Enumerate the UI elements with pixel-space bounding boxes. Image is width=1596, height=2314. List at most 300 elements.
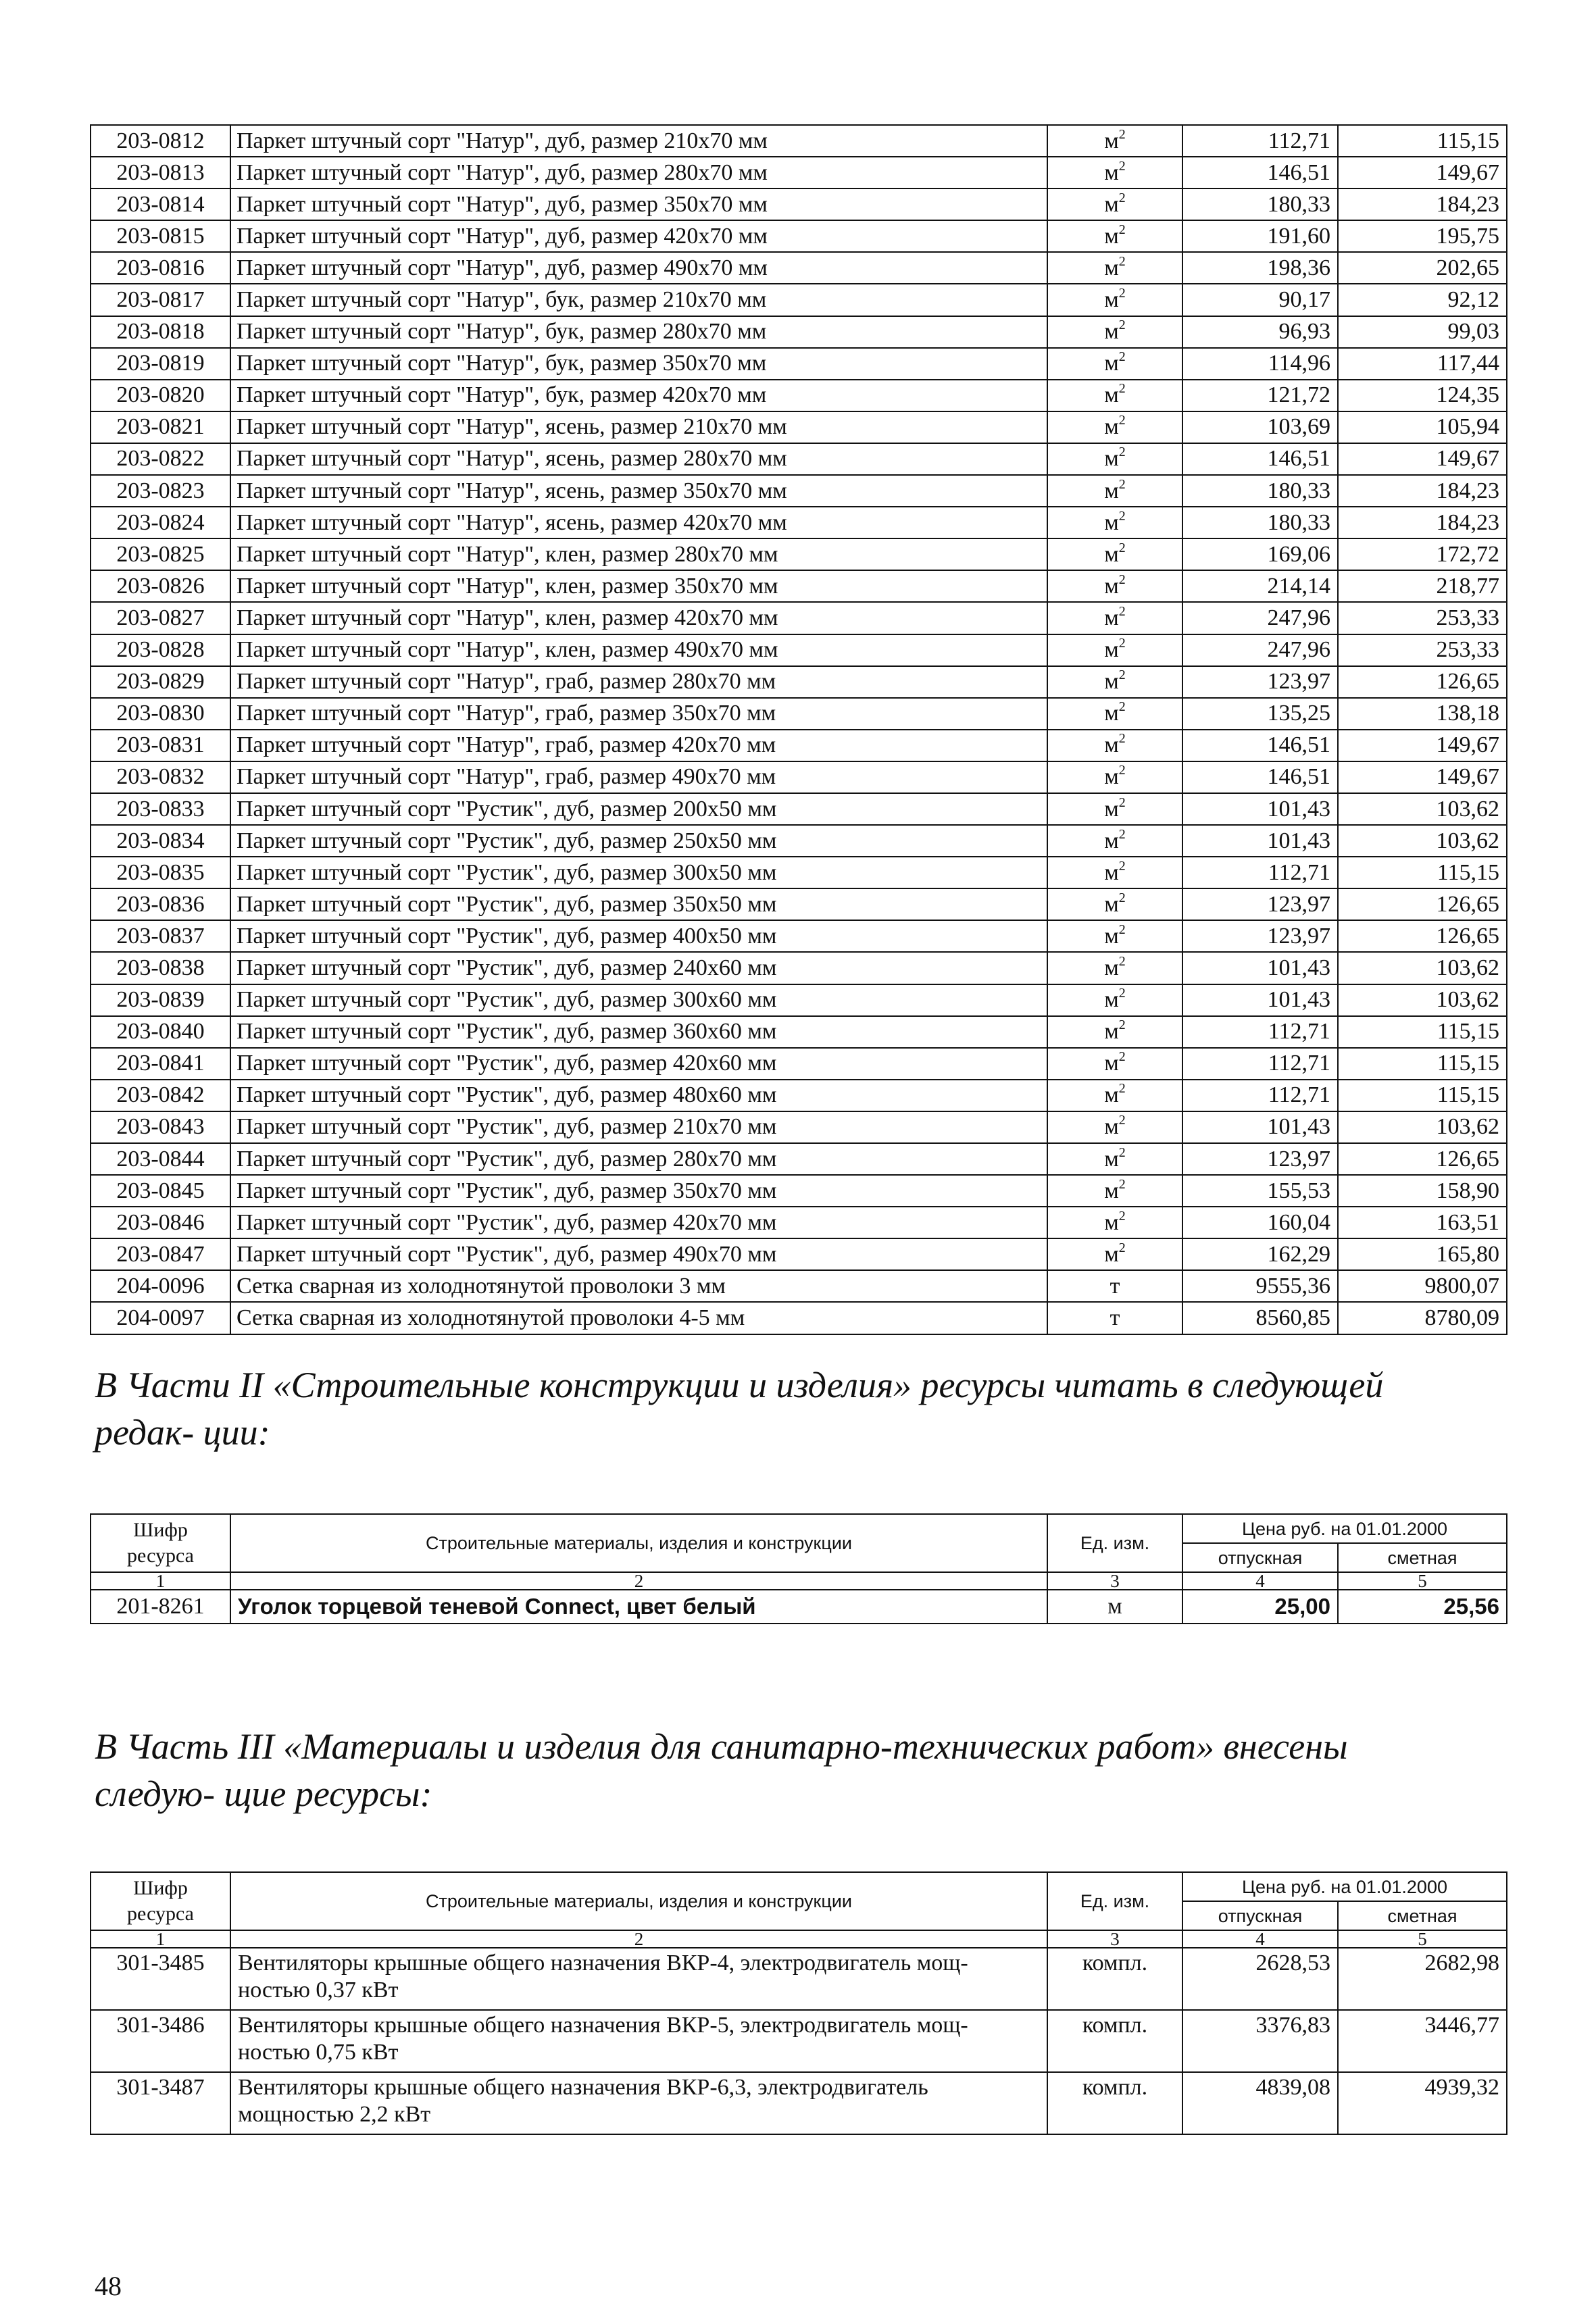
unit-superscript: 2 — [1118, 222, 1126, 237]
unit-superscript: 2 — [1118, 668, 1126, 683]
resource-name: Паркет штучный сорт "Рустик", дуб, размер 420х70 мм — [230, 1207, 1047, 1238]
price-release: 123,97 — [1182, 888, 1338, 920]
resource-name: Паркет штучный сорт "Рустик", дуб, размер 400х50 мм — [230, 920, 1047, 952]
column-number: 4 — [1182, 1930, 1338, 1948]
resource-code: 203-0815 — [91, 220, 230, 252]
table-row — [91, 793, 1507, 825]
table-row — [91, 1048, 1507, 1080]
unit-superscript: 2 — [1118, 636, 1126, 651]
price-estimate: 126,65 — [1338, 1143, 1507, 1175]
resource-name: Паркет штучный сорт "Натур", клен, размер 280х70 мм — [230, 538, 1047, 570]
unit-label: м — [1104, 128, 1119, 153]
unit-label: м — [1104, 605, 1119, 630]
price-estimate: 126,65 — [1338, 666, 1507, 698]
price-release: 121,72 — [1182, 380, 1338, 411]
resource-name: Паркет штучный сорт "Рустик", дуб, размер 200х50 мм — [230, 793, 1047, 825]
unit-superscript: 2 — [1118, 476, 1126, 492]
header-price: Цена руб. на 01.01.2000 — [1182, 1514, 1507, 1543]
unit-superscript: 2 — [1118, 795, 1126, 810]
unit-label: м — [1104, 351, 1119, 376]
header-price: Цена руб. на 01.01.2000 — [1182, 1872, 1507, 1901]
unit-label: м — [1104, 859, 1119, 885]
table-row — [91, 761, 1507, 793]
price-estimate: 138,18 — [1338, 698, 1507, 730]
header-release: отпускная — [1182, 1543, 1338, 1572]
resource-code: 203-0829 — [91, 666, 230, 698]
price-estimate: 117,44 — [1338, 348, 1507, 380]
price-estimate: 149,67 — [1338, 730, 1507, 761]
resource-name: Паркет штучный сорт "Рустик", дуб, размер 350х50 мм — [230, 888, 1047, 920]
price-release: 180,33 — [1182, 507, 1338, 538]
unit-superscript: 2 — [1118, 572, 1126, 587]
resource-name: Паркет штучный сорт "Натур", граб, размер 280х70 мм — [230, 666, 1047, 698]
unit-superscript: 2 — [1118, 381, 1126, 397]
unit-label: м — [1104, 287, 1119, 313]
resource-name: Уголок торцевой теневой Connect, цвет белый — [230, 1590, 1047, 1624]
unit-label: м — [1104, 446, 1119, 472]
unit-label: т — [1109, 1273, 1120, 1299]
unit-superscript: 2 — [1118, 699, 1126, 715]
price-estimate: 92,12 — [1338, 284, 1507, 316]
price-release: 3376,83 — [1182, 2010, 1338, 2072]
price-release: 101,43 — [1182, 952, 1338, 984]
price-estimate: 253,33 — [1338, 602, 1507, 634]
table-row — [91, 1270, 1507, 1302]
resource-code: 203-0826 — [91, 570, 230, 602]
unit-superscript: 2 — [1118, 1240, 1126, 1255]
resource-price-table-body — [91, 125, 1507, 1334]
price-release: 114,96 — [1182, 348, 1338, 380]
resource-code: 203-0819 — [91, 348, 230, 380]
unit-label: м — [1104, 1114, 1119, 1140]
resource-code: 203-0830 — [91, 698, 230, 730]
unit-label: м — [1104, 1209, 1119, 1235]
table-row — [91, 888, 1507, 920]
table-row — [91, 157, 1507, 188]
unit-superscript: 2 — [1118, 508, 1126, 524]
header-name: Строительные материалы, изделия и конструкции — [230, 1514, 1047, 1572]
resource-name: Паркет штучный сорт "Натур", дуб, размер 210х70 мм — [230, 125, 1047, 157]
resource-unit — [1047, 475, 1182, 507]
unit-superscript: 2 — [1118, 349, 1126, 365]
table-row — [91, 698, 1507, 730]
resource-name: Паркет штучный сорт "Натур", дуб, размер 490х70 мм — [230, 252, 1047, 284]
resource-code: 203-0845 — [91, 1175, 230, 1207]
resource-unit — [1047, 1016, 1182, 1048]
resource-code: 203-0813 — [91, 157, 230, 188]
resource-code: 203-0836 — [91, 888, 230, 920]
price-estimate: 172,72 — [1338, 538, 1507, 570]
unit-label: м — [1104, 1178, 1119, 1203]
unit-superscript: 2 — [1118, 731, 1126, 747]
price-release: 162,29 — [1182, 1238, 1338, 1270]
resource-code: 203-0822 — [91, 443, 230, 475]
resource-unit — [1047, 1143, 1182, 1175]
resource-unit — [1047, 507, 1182, 538]
price-estimate: 103,62 — [1338, 952, 1507, 984]
table-row — [91, 380, 1507, 411]
resource-unit — [1047, 188, 1182, 220]
price-release: 180,33 — [1182, 188, 1338, 220]
price-estimate: 103,62 — [1338, 984, 1507, 1016]
resource-code: 203-0844 — [91, 1143, 230, 1175]
resource-unit — [1047, 1080, 1182, 1111]
resource-unit: компл. — [1047, 2010, 1182, 2072]
resource-unit — [1047, 634, 1182, 666]
table-row — [91, 411, 1507, 443]
unit-label: м — [1104, 223, 1119, 249]
unit-superscript: 2 — [1118, 986, 1126, 1001]
resource-name: Паркет штучный сорт "Рустик", дуб, размер 350х70 мм — [230, 1175, 1047, 1207]
column-number: 3 — [1047, 1930, 1182, 1948]
price-estimate: 126,65 — [1338, 920, 1507, 952]
price-estimate: 195,75 — [1338, 220, 1507, 252]
resource-unit — [1047, 1207, 1182, 1238]
table-row — [91, 125, 1507, 157]
unit-label: м — [1104, 191, 1119, 217]
unit-label: м — [1104, 1241, 1119, 1267]
resource-unit — [1047, 920, 1182, 952]
table-row — [91, 2072, 1507, 2134]
price-estimate: 124,35 — [1338, 380, 1507, 411]
resource-name: Паркет штучный сорт "Натур", бук, размер 280х70 мм — [230, 316, 1047, 348]
price-release: 146,51 — [1182, 730, 1338, 761]
resource-unit — [1047, 284, 1182, 316]
unit-superscript: 2 — [1118, 1145, 1126, 1160]
unit-superscript: 2 — [1118, 1176, 1126, 1192]
column-number: 2 — [230, 1930, 1047, 1948]
unit-label: т — [1109, 1305, 1120, 1331]
resource-code: 203-0846 — [91, 1207, 230, 1238]
resource-unit — [1047, 825, 1182, 857]
resource-name: Паркет штучный сорт "Натур", ясень, размер 280х70 мм — [230, 443, 1047, 475]
resource-name: Сетка сварная из холоднотянутой проволоки 3 мм — [230, 1270, 1047, 1302]
table-row — [91, 316, 1507, 348]
unit-superscript: 2 — [1118, 858, 1126, 874]
price-estimate: 184,23 — [1338, 475, 1507, 507]
header-estimate: сметная — [1338, 1901, 1507, 1930]
resource-code: 203-0824 — [91, 507, 230, 538]
unit-label: м — [1104, 669, 1119, 695]
section-2-heading: В Части II «Строительные конструкции и изделия» ресурсы читать в следующей редак- ции: — [95, 1365, 1384, 1453]
unit-superscript: 2 — [1118, 1081, 1126, 1097]
unit-label: м — [1104, 955, 1119, 980]
price-estimate: 165,80 — [1338, 1238, 1507, 1270]
price-release: 90,17 — [1182, 284, 1338, 316]
unit-superscript: 2 — [1118, 413, 1126, 428]
column-number: 1 — [91, 1572, 230, 1590]
unit-label: м — [1104, 1051, 1119, 1076]
resource-code: 203-0832 — [91, 761, 230, 793]
resource-code: 203-0838 — [91, 952, 230, 984]
price-estimate: 149,67 — [1338, 157, 1507, 188]
resource-unit — [1047, 380, 1182, 411]
price-estimate: 149,67 — [1338, 761, 1507, 793]
price-estimate: 115,15 — [1338, 1016, 1507, 1048]
price-estimate: 103,62 — [1338, 793, 1507, 825]
unit-label: м — [1104, 796, 1119, 822]
resource-name: Паркет штучный сорт "Натур", дуб, размер 350х70 мм — [230, 188, 1047, 220]
unit-superscript: 2 — [1118, 826, 1126, 842]
table-row — [91, 1175, 1507, 1207]
price-release: 135,25 — [1182, 698, 1338, 730]
resource-name: Паркет штучный сорт "Рустик", дуб, размер 240х60 мм — [230, 952, 1047, 984]
resource-unit — [1047, 125, 1182, 157]
resource-unit — [1047, 1238, 1182, 1270]
unit-superscript: 2 — [1118, 540, 1126, 555]
price-release: 180,33 — [1182, 475, 1338, 507]
resource-unit — [1047, 666, 1182, 698]
table-row — [91, 666, 1507, 698]
column-number: 5 — [1338, 1572, 1507, 1590]
unit-label: м — [1104, 1019, 1119, 1045]
table-row — [91, 570, 1507, 602]
unit-label: м — [1104, 509, 1119, 535]
unit-superscript: 2 — [1118, 953, 1126, 969]
resource-name: Паркет штучный сорт "Рустик", дуб, размер 480х60 мм — [230, 1080, 1047, 1111]
table-row — [91, 188, 1507, 220]
column-number: 3 — [1047, 1572, 1182, 1590]
table-row — [91, 2010, 1507, 2072]
table-row — [91, 634, 1507, 666]
resource-code: 201-8261 — [91, 1590, 230, 1624]
resource-code: 203-0839 — [91, 984, 230, 1016]
section-2-table — [90, 1513, 1507, 1624]
header-code: Шифр ресурса — [91, 1514, 230, 1572]
price-estimate: 184,23 — [1338, 188, 1507, 220]
unit-superscript: 2 — [1118, 253, 1126, 269]
unit-label: м — [1104, 637, 1119, 663]
resource-code: 203-0823 — [91, 475, 230, 507]
resource-unit — [1047, 793, 1182, 825]
column-number: 4 — [1182, 1572, 1338, 1590]
price-estimate: 149,67 — [1338, 443, 1507, 475]
price-estimate: 4939,32 — [1338, 2072, 1507, 2134]
resource-code: 301-3485 — [91, 1948, 230, 2010]
unit-label: м — [1104, 987, 1119, 1013]
resource-unit: компл. — [1047, 1948, 1182, 2010]
table-row — [91, 602, 1507, 634]
resource-code: 203-0834 — [91, 825, 230, 857]
price-estimate: 3446,77 — [1338, 2010, 1507, 2072]
table-row — [91, 857, 1507, 888]
price-estimate: 103,62 — [1338, 1111, 1507, 1143]
unit-label: м — [1104, 764, 1119, 790]
resource-code: 203-0831 — [91, 730, 230, 761]
resource-unit: компл. — [1047, 2072, 1182, 2134]
unit-label: м — [1104, 828, 1119, 853]
resource-name: Паркет штучный сорт "Рустик", дуб, размер 490х70 мм — [230, 1238, 1047, 1270]
table-row — [91, 1302, 1507, 1334]
price-estimate: 105,94 — [1338, 411, 1507, 443]
price-release: 101,43 — [1182, 1111, 1338, 1143]
table-row — [91, 984, 1507, 1016]
resource-code: 203-0814 — [91, 188, 230, 220]
table-row — [91, 1948, 1507, 2010]
resource-price-table — [90, 124, 1507, 1335]
page-number: 48 — [95, 2271, 122, 2301]
resource-unit — [1047, 1175, 1182, 1207]
resource-name: Паркет штучный сорт "Натур", бук, размер 420х70 мм — [230, 380, 1047, 411]
table-row — [91, 252, 1507, 284]
resource-code: 203-0816 — [91, 252, 230, 284]
resource-name: Вентиляторы крышные общего назначения ВКР-6,3, электродвигатель мощностью 2,2 кВт — [230, 2072, 1047, 2134]
price-estimate: 253,33 — [1338, 634, 1507, 666]
unit-label: м — [1104, 541, 1119, 567]
resource-unit: м — [1047, 1590, 1182, 1624]
unit-label: м — [1104, 478, 1119, 503]
price-release: 155,53 — [1182, 1175, 1338, 1207]
table-row — [91, 443, 1507, 475]
table-row — [91, 920, 1507, 952]
resource-name: Паркет штучный сорт "Рустик", дуб, размер 250х50 мм — [230, 825, 1047, 857]
unit-superscript: 2 — [1118, 603, 1126, 619]
price-release: 123,97 — [1182, 1143, 1338, 1175]
price-release: 4839,08 — [1182, 2072, 1338, 2134]
table-row — [91, 284, 1507, 316]
resource-code: 203-0842 — [91, 1080, 230, 1111]
unit-superscript: 2 — [1118, 286, 1126, 301]
resource-name: Паркет штучный сорт "Натур", клен, размер 350х70 мм — [230, 570, 1047, 602]
section-3-table — [90, 1871, 1507, 2135]
table-row — [91, 220, 1507, 252]
column-number: 1 — [91, 1930, 230, 1948]
unit-superscript: 2 — [1118, 1049, 1126, 1065]
resource-code: 301-3486 — [91, 2010, 230, 2072]
price-estimate: 2682,98 — [1338, 1948, 1507, 2010]
header-estimate: сметная — [1338, 1543, 1507, 1572]
resource-code: 203-0840 — [91, 1016, 230, 1048]
price-release: 160,04 — [1182, 1207, 1338, 1238]
resource-name: Вентиляторы крышные общего назначения ВКР-5, электродвигатель мощ- ностью 0,75 кВт — [230, 2010, 1047, 2072]
resource-code: 203-0843 — [91, 1111, 230, 1143]
price-release: 103,69 — [1182, 411, 1338, 443]
price-release: 198,36 — [1182, 252, 1338, 284]
table-row — [91, 507, 1507, 538]
resource-unit — [1047, 984, 1182, 1016]
resource-code: 203-0817 — [91, 284, 230, 316]
price-release: 146,51 — [1182, 157, 1338, 188]
resource-unit — [1047, 730, 1182, 761]
resource-unit — [1047, 857, 1182, 888]
resource-unit — [1047, 443, 1182, 475]
unit-label: м — [1104, 701, 1119, 726]
resource-unit — [1047, 888, 1182, 920]
price-release: 9555,36 — [1182, 1270, 1338, 1302]
unit-label: м — [1104, 1082, 1119, 1108]
price-release: 96,93 — [1182, 316, 1338, 348]
unit-superscript: 2 — [1118, 126, 1126, 142]
price-estimate: 103,62 — [1338, 825, 1507, 857]
unit-superscript: 2 — [1118, 1113, 1126, 1128]
table-row — [91, 1016, 1507, 1048]
unit-label: м — [1104, 319, 1119, 345]
resource-name: Паркет штучный сорт "Натур", бук, размер 210х70 мм — [230, 284, 1047, 316]
price-estimate: 115,15 — [1338, 857, 1507, 888]
resource-unit — [1047, 1111, 1182, 1143]
unit-superscript: 2 — [1118, 1017, 1126, 1033]
resource-unit — [1047, 698, 1182, 730]
price-estimate: 8780,09 — [1338, 1302, 1507, 1334]
price-release: 25,00 — [1182, 1590, 1338, 1624]
unit-label: м — [1104, 382, 1119, 408]
price-release: 2628,53 — [1182, 1948, 1338, 2010]
resource-code: 203-0812 — [91, 125, 230, 157]
table-row — [91, 475, 1507, 507]
resource-name: Паркет штучный сорт "Рустик", дуб, размер 360х60 мм — [230, 1016, 1047, 1048]
table-row — [91, 952, 1507, 984]
unit-superscript: 2 — [1118, 1208, 1126, 1224]
resource-unit — [1047, 157, 1182, 188]
table-row — [91, 1238, 1507, 1270]
resource-name: Паркет штучный сорт "Натур", клен, размер 420х70 мм — [230, 602, 1047, 634]
resource-unit — [1047, 538, 1182, 570]
resource-unit — [1047, 220, 1182, 252]
resource-name: Вентиляторы крышные общего назначения ВКР-4, электродвигатель мощ- ностью 0,37 кВт — [230, 1948, 1047, 2010]
price-release: 191,60 — [1182, 220, 1338, 252]
table-row — [91, 1143, 1507, 1175]
resource-unit — [1047, 570, 1182, 602]
price-release: 112,71 — [1182, 857, 1338, 888]
resource-unit — [1047, 1048, 1182, 1080]
resource-code: 203-0828 — [91, 634, 230, 666]
resource-code: 203-0825 — [91, 538, 230, 570]
resource-name: Паркет штучный сорт "Рустик", дуб, размер 300х50 мм — [230, 857, 1047, 888]
price-release: 146,51 — [1182, 761, 1338, 793]
unit-label: м — [1104, 573, 1119, 599]
price-estimate: 202,65 — [1338, 252, 1507, 284]
resource-name: Паркет штучный сорт "Рустик", дуб, размер 420х60 мм — [230, 1048, 1047, 1080]
resource-code: 203-0827 — [91, 602, 230, 634]
resource-code: 203-0818 — [91, 316, 230, 348]
resource-unit — [1047, 602, 1182, 634]
unit-label: м — [1104, 891, 1119, 917]
price-release: 169,06 — [1182, 538, 1338, 570]
resource-code: 204-0096 — [91, 1270, 230, 1302]
resource-unit — [1047, 1302, 1182, 1334]
unit-superscript: 2 — [1118, 158, 1126, 174]
table-row — [91, 1590, 1507, 1624]
table-row — [91, 730, 1507, 761]
price-estimate: 99,03 — [1338, 316, 1507, 348]
resource-unit — [1047, 411, 1182, 443]
header-unit: Ед. изм. — [1047, 1514, 1182, 1572]
resource-unit — [1047, 952, 1182, 984]
price-release: 112,71 — [1182, 1080, 1338, 1111]
resource-unit — [1047, 1270, 1182, 1302]
price-estimate: 25,56 — [1338, 1590, 1507, 1624]
table-row — [91, 825, 1507, 857]
price-release: 101,43 — [1182, 793, 1338, 825]
resource-name: Паркет штучный сорт "Натур", ясень, размер 350х70 мм — [230, 475, 1047, 507]
unit-superscript: 2 — [1118, 445, 1126, 460]
resource-name: Паркет штучный сорт "Натур", ясень, размер 210х70 мм — [230, 411, 1047, 443]
header-code: Шифр ресурса — [91, 1872, 230, 1930]
column-number: 5 — [1338, 1930, 1507, 1948]
resource-unit — [1047, 761, 1182, 793]
unit-superscript: 2 — [1118, 763, 1126, 778]
price-release: 146,51 — [1182, 443, 1338, 475]
unit-label: м — [1104, 414, 1119, 440]
unit-superscript: 2 — [1118, 922, 1126, 937]
table-row — [91, 1111, 1507, 1143]
resource-name: Паркет штучный сорт "Рустик", дуб, размер 300х60 мм — [230, 984, 1047, 1016]
resource-name: Паркет штучный сорт "Натур", дуб, размер 420х70 мм — [230, 220, 1047, 252]
unit-superscript: 2 — [1118, 318, 1126, 333]
price-release: 101,43 — [1182, 825, 1338, 857]
resource-name: Паркет штучный сорт "Натур", клен, размер 490х70 мм — [230, 634, 1047, 666]
price-release: 123,97 — [1182, 920, 1338, 952]
